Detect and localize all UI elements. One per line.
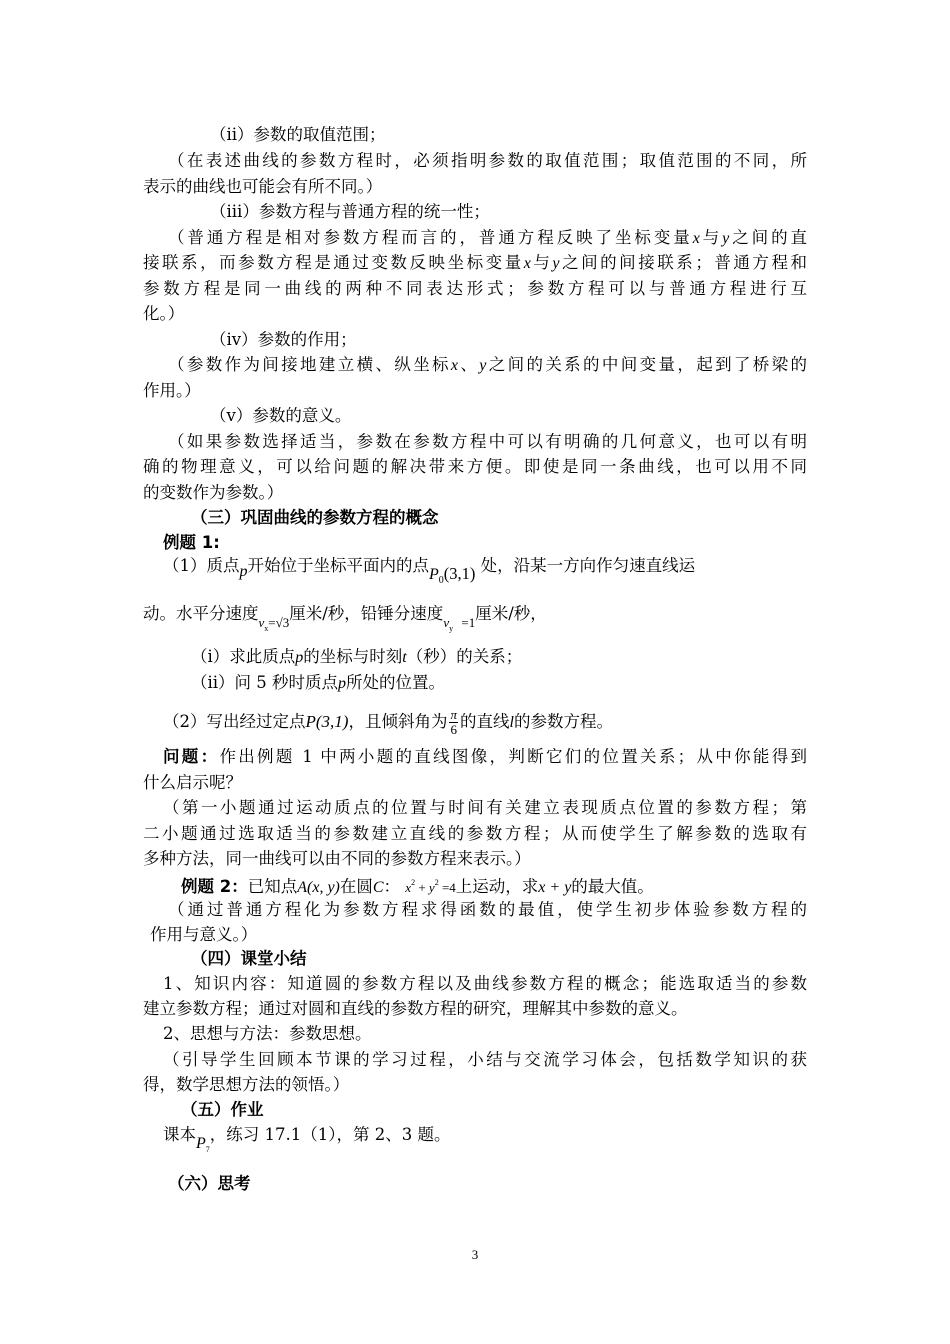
note-q-3: 多种方法，同一曲线可以由不同的参数方程来表示。） <box>143 849 531 868</box>
section-heading-6: （六）思考 <box>168 1174 251 1193</box>
note-iv-1: （参数作为间接地建立横、纵坐标x、y之间的关系的中间变量，起到了桥梁的 <box>168 355 808 374</box>
note-iii-3: 参数方程是同一曲线的两种不同表达形式；参数方程可以与普通方程进行互 <box>143 279 807 298</box>
section-heading-5: （五）作业 <box>181 1100 264 1119</box>
example-1-label: 例题 1: <box>163 533 220 552</box>
section-heading-4: （四）课堂小结 <box>191 949 307 968</box>
section-heading-3: （三）巩固曲线的参数方程的概念 <box>191 508 439 527</box>
note-ii-cont: 表示的曲线也可能会有所不同。） <box>143 177 383 196</box>
homework-line: 课本$P_7$，练习 17.1（1），第 2、3 题。 <box>163 1125 451 1154</box>
summary-2: 2、思想与方法：参数思想。 <box>163 1024 372 1043</box>
line-iii: （ⅲ）参数方程与普通方程的统一性； <box>210 202 490 221</box>
note-iv-2: 作用。） <box>143 381 201 400</box>
example-1-part-2: （2）写出经过定点P(3,1)，且倾斜角为 $\frac{\pi}{6}$ 的直线l的参数方程。 <box>163 707 613 737</box>
example-1-part-1: （1）质点p开始位于坐标平面内的点$P_0(3,1)$ 处，沿某一方向作匀速直线运 <box>163 556 696 586</box>
example-2: 例题 2：已知点A(x, y)在圆C： $x^2 + y^2 =4$上运动，求x + y的最大值。 <box>181 877 654 896</box>
note-q-2: 二小题通过选取适当的参数建立直线的参数方程；从而使学生了解参数的选取有 <box>143 824 807 843</box>
line-iv: （ⅳ）参数的作用； <box>210 330 357 349</box>
question-line-2: 什么启示呢？ <box>143 773 242 792</box>
question-ii: （ⅱ）问 5 秒时质点p所处的位置。 <box>191 673 446 692</box>
pi-over-6-fraction: $\frac{\pi}{6}$ <box>450 707 457 737</box>
page-number: 3 <box>471 1247 479 1262</box>
note-e2-1: （通过普通方程化为参数方程求得函数的最值，使学生初步体验参数方程的 <box>168 900 807 919</box>
note-summary-1: （引导学生回顾本节课的学习过程，小结与交流学习体会，包括数学知识的获 <box>163 1050 807 1069</box>
note-v-1: （如果参数选择适当，参数在参数方程中可以有明确的几何意义，也可以有明 <box>168 432 807 451</box>
note-iii-1: （普通方程是相对参数方程而言的，普通方程反映了坐标变量x与y之间的直 <box>168 228 808 247</box>
note-v-3: 的变数作为参数。） <box>143 483 284 502</box>
summary-1: 1、知识内容：知道圆的参数方程以及曲线参数方程的概念；能选取适当的参数 <box>163 974 807 993</box>
line-v: （ⅴ）参数的意义。 <box>210 406 352 425</box>
note-summary-2: 得，数学思想方法的领悟。） <box>143 1075 350 1094</box>
note-iii-2: 接联系，而参数方程是通过变数反映坐标变量x与y之间的间接联系；普通方程和 <box>143 253 808 272</box>
note-q-1: （第一小题通过运动质点的位置与时间有关建立表现质点位置的参数方程；第 <box>163 798 807 817</box>
line-ii: （ⅱ）参数的取值范围； <box>210 125 386 144</box>
note-v-2: 确的物理意义，可以给问题的解决带来方便。即使是同一条曲线，也可以用不同 <box>143 457 807 476</box>
question-line-1: 问题：作出例题 1 中两小题的直线图像，判断它们的位置关系；从中你能得到 <box>163 747 807 766</box>
note-ii: （在表述曲线的参数方程时，必须指明参数的取值范围；取值范围的不同，所 <box>168 151 807 170</box>
example-1-velocity: 动。水平分速度$v_x=√3$厘米/秒，铅锤分速度$v_y =1$厘米/秒， <box>143 604 547 633</box>
summary-1-cont: 建立参数方程；通过对圆和直线的参数方程的研究，理解其中参数的意义。 <box>143 999 688 1018</box>
note-e2-2: 作用与意义。） <box>150 925 258 944</box>
question-i: （ⅰ）求此质点p的坐标与时刻t（秒）的关系； <box>191 647 523 666</box>
note-iii-4: 化。） <box>143 304 185 323</box>
